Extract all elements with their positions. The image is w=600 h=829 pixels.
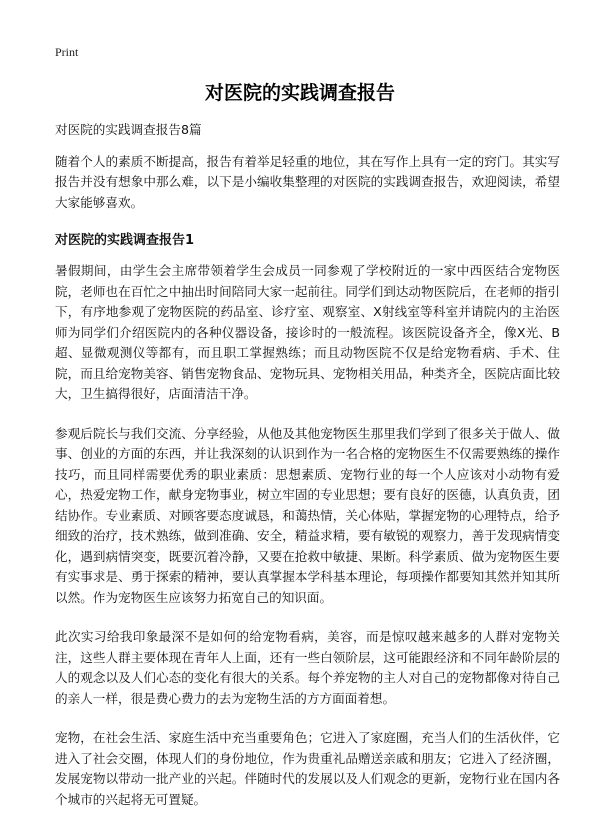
paragraph-4: 宠物，在社会生活、家庭生活中充当重要角色；它进入了家庭圈，充当人们的生活伙伴，它进入了社会交圈，体现人们的身份地位，作为贵重礼品赠送亲戚和朋友；它进入了经济圈，发展宠物以带动一批产业的兴起。伴随时代的发展以及人们观念的更新，宠物行业在国内各个城市的兴起将无可置疑。 (55, 730, 560, 807)
intro-paragraph: 随着个人的素质不断提高，报告有着举足轻重的地位，其在写作上具有一定的窍门。其实写报告并没有想象中那么难，以下是小编收集整理的对医院的实践调查报告，欢迎阅读，希望大家能够喜欢。 (55, 153, 560, 210)
paragraph-3: 此次实习给我印象最深不是如何的给宠物看病，美容，而是惊叹越来越多的人群对宠物关注，这些人群主要体现在青年人上面，还有一些白领阶层，这可能跟经济和不同年龄阶层的人的观念以及人们心态的变化有很大的关系。每个养宠物的主人对自己的宠物都像对待自己的亲人一样，很是费心费力的去为宠物生活的方方面面着想。 (55, 629, 560, 706)
paragraph-1: 暑假期间，由学生会主席带领着学生会成员一同参观了学校附近的一家中西医结合宠物医院，老师也在百忙之中抽出时间陪同大家一起前往。同学们到达动物医院后，在老师的指引下，有序地参观了宠物医院的药品室、诊疗室、观察室、X射线室等科室并请院内的主治医师为同学们介绍医院内的各种仪器设备，接诊时的一般流程。该医院设备齐全，像X光、B超、显微观测仪等都有，而且职工掌握熟练；而且动物医院不仅是给宠物看病、手术、住院，而且给宠物美容、销售宠物食品、宠物玩具、宠物相关用品，种类齐全，医院店面比较大，卫生搞得很好，店面清洁干净。 (55, 263, 560, 401)
article-body (55, 120, 560, 829)
paragraph-2: 参观后院长与我们交流、分享经验，从他及其他宠物医生那里我们学到了很多关于做人、做事、创业的方面的东西，并让我深刻的认识到作为一名合格的宠物医生不仅需要熟练的操作技巧，而且同样需要优秀的职业素质：思想素质、宠物行业的每一个人应该对小动物有爱心，热爱宠物工作，献身宠物事业，树立牢固的专业思想；要有良好的医德，认真负责，团结协作。专业素质、对顾客要态度诚恳，和蔼热情，关心体贴，掌握宠物的心理特点，给予细致的治疗，技术熟练，做到准确、安全，精益求精，要有敏锐的观察力，善于发现病情变化，遇到病情突变，既要沉着冷静，又要在抢救中敏捷、果断。科学素质、做为宠物医生要有实事求是、勇于探索的精神，要认真掌握本学科基本理论，每项操作都要知其然并知其所以然。作为宠物医生应该努力拓宽自己的知识面。 (55, 425, 560, 605)
section-heading: 对医院的实践调查报告1 (55, 233, 195, 248)
article-subtitle: 对医院的实践调查报告8篇 (55, 122, 202, 137)
page-title: 对医院的实践调查报告 (204, 82, 395, 104)
print-link[interactable]: Print (55, 45, 79, 59)
